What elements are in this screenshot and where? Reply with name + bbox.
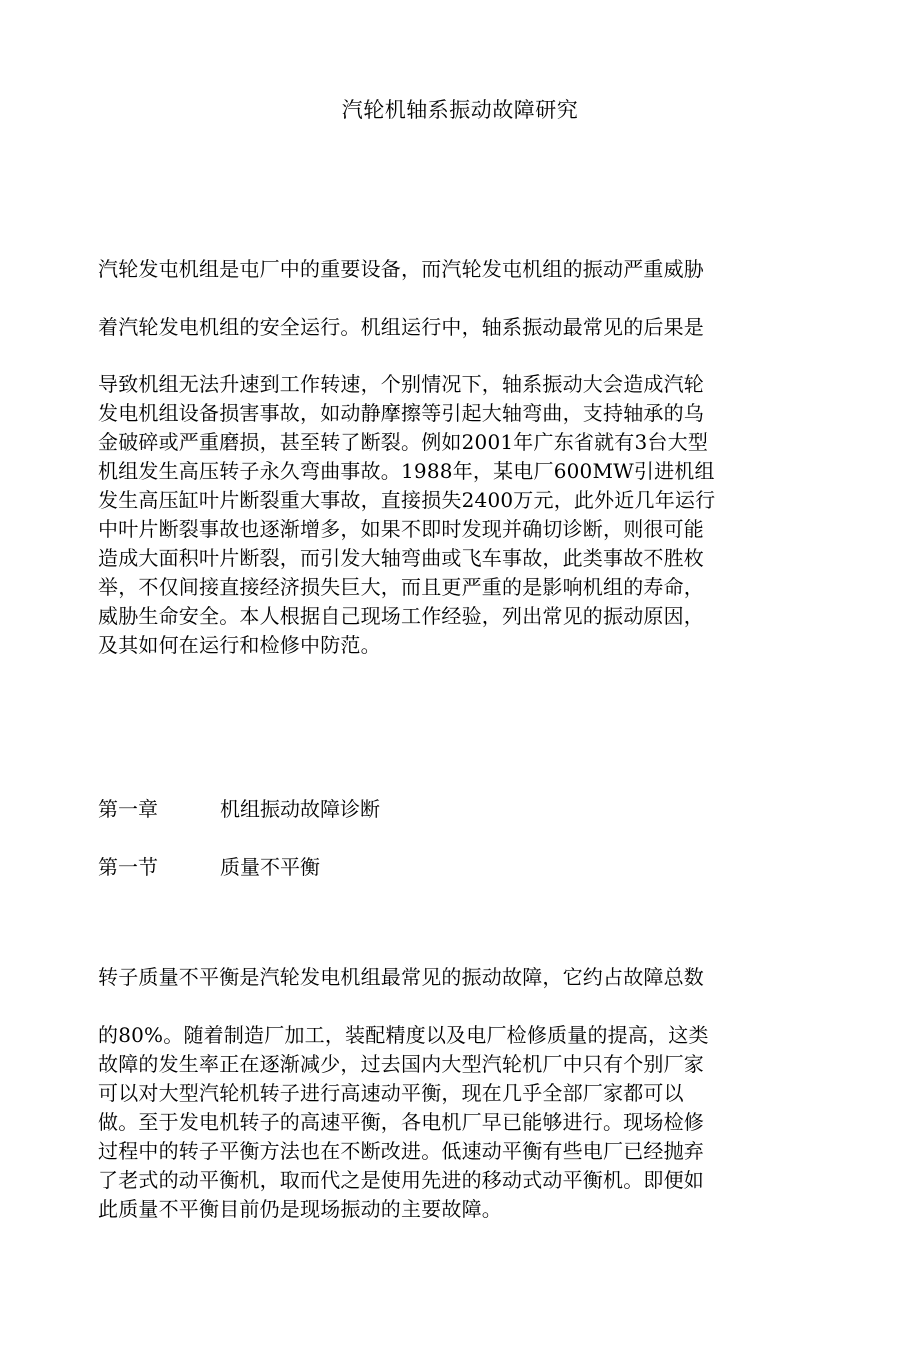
chapter-heading	[98, 794, 380, 824]
chapter-title: 机组振动故障诊断	[220, 797, 380, 821]
section-line: 故障的发生率正在逐渐减少，过去国内大型汽轮机厂中只有个别厂家	[98, 1052, 704, 1076]
intro-line: 导致机组无法升速到工作转速，个别情况下，轴系振动大会造成汽轮	[98, 372, 704, 396]
intro-line: 举，不仅间接直接经济损失巨大，而且更严重的是影响机组的寿命，	[98, 575, 704, 599]
section-line: 转子质量不平衡是汽轮发电机组最常见的振动故障，它约占故障总数	[98, 965, 704, 989]
section-title: 质量不平衡	[220, 855, 320, 879]
intro-line: 发生高压缸叶片断裂重大事故，直接损失2400万元，此外近几年运行	[98, 488, 716, 512]
intro-line: 发电机组设备损害事故，如动静摩擦等引起大轴弯曲，支持轴承的乌	[98, 401, 704, 425]
section-line: 的80%。随着制造厂加工，装配精度以及电厂检修质量的提高，这类	[98, 1023, 709, 1047]
document-title: 汽轮机轴系振动故障研究	[341, 98, 579, 122]
intro-line: 中叶片断裂事故也逐渐增多，如果不即时发现并确切诊断，则很可能	[98, 517, 704, 541]
chapter-number: 第一章	[98, 797, 158, 821]
intro-line: 造成大面积叶片断裂，而引发大轴弯曲或飞车事故，此类事故不胜枚	[98, 546, 704, 570]
intro-line: 着汽轮发电机组的安全运行。机组运行中，轴系振动最常见的后果是	[98, 315, 704, 339]
section-line: 做。至于发电机转子的高速平衡，各电机厂早已能够进行。现场检修	[98, 1110, 704, 1134]
section-heading	[98, 852, 320, 882]
intro-line: 威胁生命安全。本人根据自己现场工作经验，列出常见的振动原因，	[98, 604, 704, 628]
intro-line: 及其如何在运行和检修中防范。	[98, 633, 381, 657]
section-number: 第一节	[98, 855, 158, 879]
section-line: 过程中的转子平衡方法也在不断改进。低速动平衡有些电厂已经抛弃	[98, 1139, 704, 1163]
section-line: 可以对大型汽轮机转子进行高速动平衡，现在几乎全部厂家都可以	[98, 1081, 684, 1105]
intro-line: 汽轮发屯机组是屯厂中的重要设备，而汽轮发屯机组的振动严重威胁	[98, 257, 704, 281]
intro-line: 金破碎或严重磨损，甚至转了断裂。例如2001年广东省就有3台大型	[98, 430, 709, 454]
intro-line: 机组发生高压转子永久弯曲事故。1988年，某电厂600MW引进机组	[98, 459, 715, 483]
section-line: 了老式的动平衡机，取而代之是使用先进的移动式动平衡机。即便如	[98, 1168, 704, 1192]
section-line: 此质量不平衡目前仍是现场振动的主要故障。	[98, 1197, 502, 1221]
